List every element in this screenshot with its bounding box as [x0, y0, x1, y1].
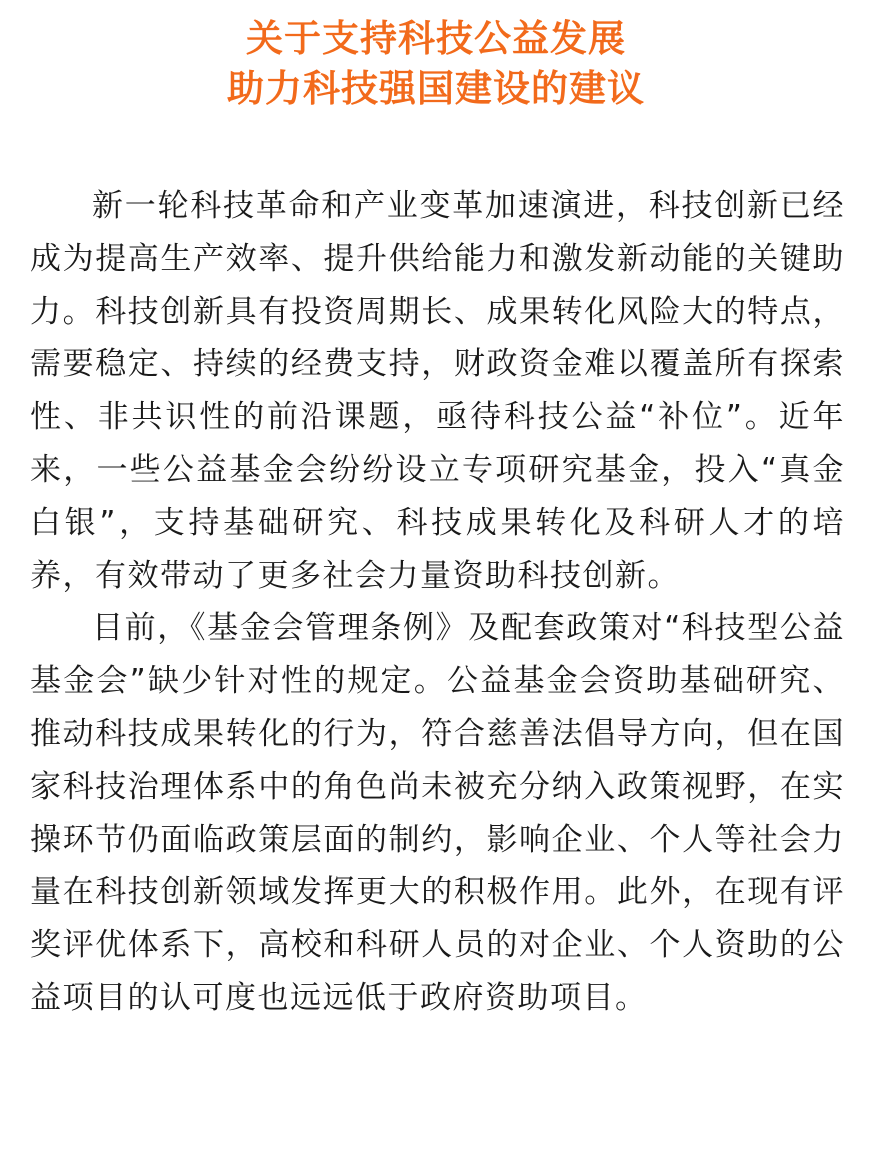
title-line-2: 助力科技强国建设的建议: [227, 67, 645, 110]
paragraph-1: 新一轮科技革命和产业变革加速演进，科技创新已经成为提高生产效率、提升供给能力和激发新动能的关键助力。科技创新具有投资周期长、成果转化风险大的特点，需要稳定、持续的经费支持，财政资金难以覆盖所有探索性、非共识性的前沿课题，亟待科技公益“补位”。近年来，一些公益基金会纷纷设立专项研究基金，投入“真金白银”，支持基础研究、科技成果转化及科研人才的培养，有效带动了更多社会力量资助科技创新。: [30, 188, 845, 594]
title-line-1: 关于支持科技公益发展: [246, 17, 626, 60]
paragraph-2: 目前，《基金会管理条例》及配套政策对“科技型公益基金会”缺少针对性的规定。公益基金会资助基础研究、推动科技成果转化的行为，符合慈善法倡导方向，但在国家科技治理体系中的角色尚未被充分纳入政策视野，在实操环节仍面临政策层面的制约，影响企业、个人等社会力量在科技创新领域发挥更大的积极作用。此外，在现有评奖评优体系下，高校和科研人员的对企业、个人资助的公益项目的认可度也远远低于政府资助项目。: [30, 610, 845, 1016]
article-body: [30, 180, 845, 1025]
article-title: [0, 14, 872, 114]
